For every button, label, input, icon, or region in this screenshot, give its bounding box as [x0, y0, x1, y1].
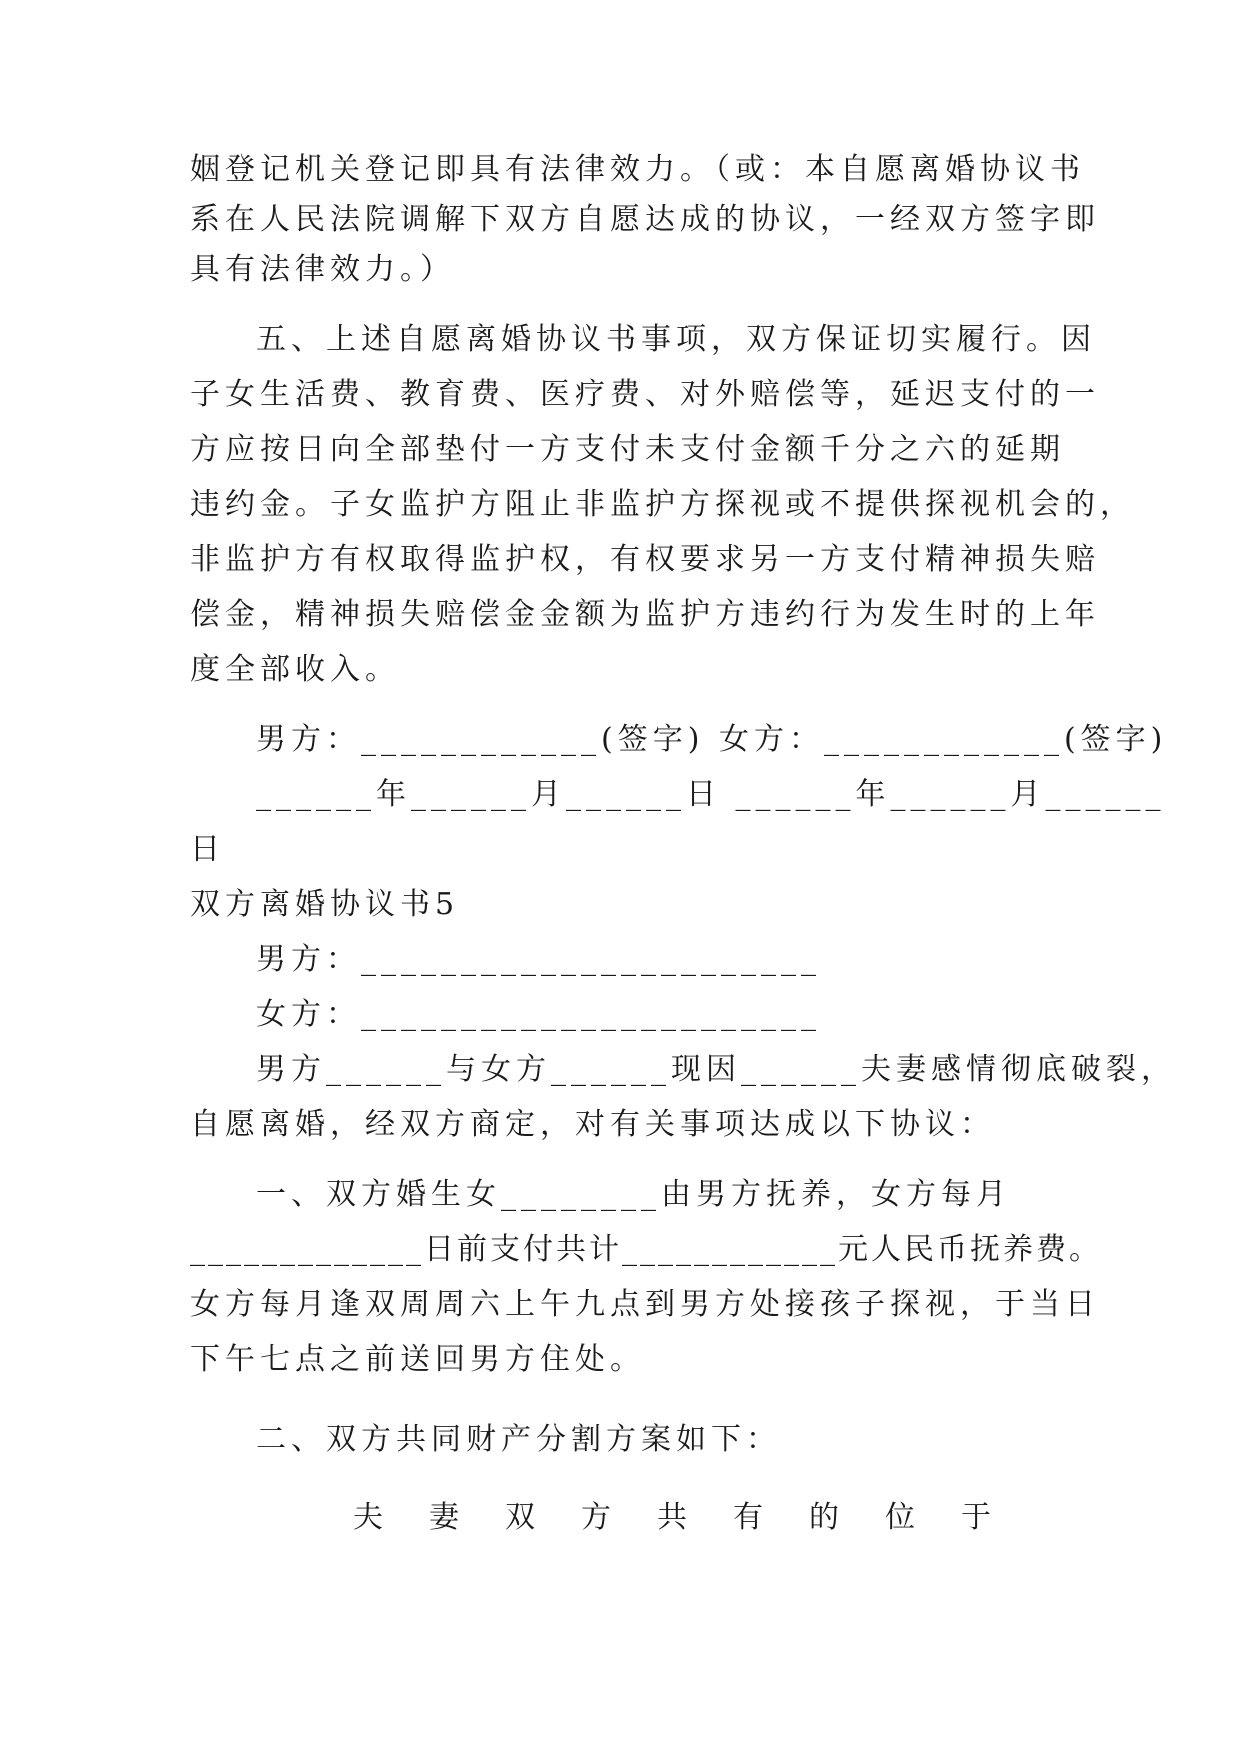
paragraph-line: 具有法律效力。）	[190, 252, 455, 287]
wife-name-line: 女方：_______________________	[256, 997, 821, 1032]
paragraph-line: 子女生活费、教育费、医疗费、对外赔偿等，延迟支付的一	[190, 377, 1100, 412]
spaced-char: 夫	[353, 1500, 388, 1535]
preamble-line: 男方______与女方______现因______夫妻感情彻底破裂，	[256, 1052, 1176, 1087]
clause-one-line: 一、双方婚生女________由男方抚养，女方每月	[256, 1177, 1011, 1212]
preamble-line: 自愿离婚，经双方商定，对有关事项达成以下协议：	[190, 1107, 995, 1142]
paragraph-line: 违约金。子女监护方阻止非监护方探视或不提供探视机会的，	[190, 487, 1135, 522]
clause-five-line: 五、上述自愿离婚协议书事项，双方保证切实履行。因	[256, 322, 1096, 357]
clause-one-line: 下午七点之前送回男方住处。	[190, 1342, 645, 1377]
section-title: 双方离婚协议书5	[190, 887, 460, 922]
date-line: ______年______月______日 ______年______月______	[256, 777, 1166, 812]
spaced-char: 方	[581, 1500, 616, 1535]
clause-one-line: 女方每月逢双周周六上午九点到男方处接孩子探视，于当日	[190, 1287, 1100, 1322]
clause-one-line: _____________日前支付共计____________元人民币抚养费。	[190, 1232, 1102, 1267]
clause-two-line: 二、双方共同财产分割方案如下：	[256, 1422, 781, 1457]
date-line-continued: 日	[190, 832, 225, 867]
paragraph-line: 姻登记机关登记即具有法律效力。（或：本自愿离婚协议书	[190, 152, 1085, 187]
paragraph-line: 非监护方有权取得监护权，有权要求另一方支付精神损失赔	[190, 542, 1100, 577]
paragraph-line: 方应按日向全部垫付一方支付未支付金额千分之六的延期	[190, 432, 1065, 467]
spaced-char: 的	[809, 1500, 844, 1535]
spaced-char: 双	[505, 1500, 540, 1535]
signature-line: 男方：____________(签字) 女方：____________(签字)	[256, 722, 1168, 757]
paragraph-line: 度全部收入。	[190, 652, 400, 687]
paragraph-line: 系在人民法院调解下双方自愿达成的协议，一经双方签字即	[190, 202, 1100, 237]
spaced-char: 有	[733, 1500, 768, 1535]
spaced-char: 位	[885, 1500, 920, 1535]
husband-name-line: 男方：_______________________	[256, 942, 821, 977]
paragraph-line: 偿金，精神损失赔偿金金额为监护方违约行为发生时的上年	[190, 597, 1100, 632]
spaced-char: 于	[961, 1500, 996, 1535]
spaced-char: 共	[657, 1500, 692, 1535]
spaced-char: 妻	[429, 1500, 464, 1535]
